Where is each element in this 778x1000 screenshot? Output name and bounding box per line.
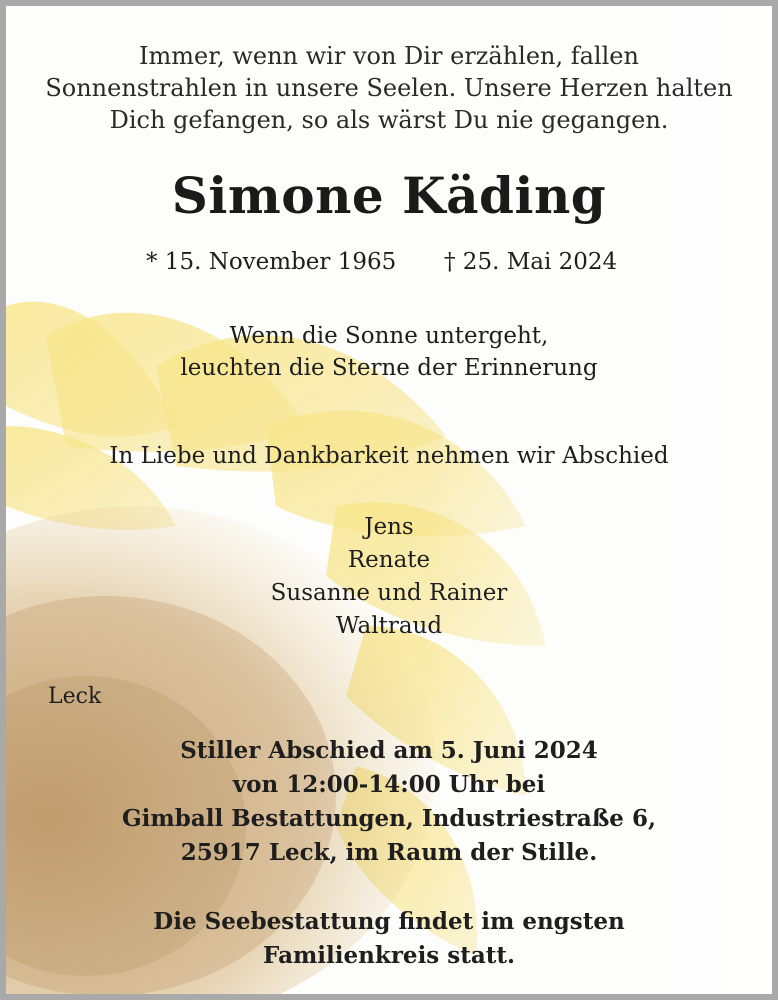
- service-line: von 12:00-14:00 Uhr bei: [232, 771, 546, 798]
- mourners-list: [6, 511, 772, 643]
- verse-line: leuchten die Sterne der Erinnerung: [180, 355, 598, 381]
- service-line: 25917 Leck, im Raum der Stille.: [180, 839, 598, 866]
- memorial-verse: [6, 320, 772, 384]
- sea-burial-note: [6, 905, 772, 973]
- sea-burial-line: Die Seebestattung findet im engsten: [153, 908, 625, 935]
- sea-burial-line: Familienkreis statt.: [263, 942, 515, 969]
- poem-line: Sonnenstrahlen in unsere Seelen. Unsere Herzen halten: [45, 74, 733, 102]
- service-details: [6, 734, 772, 870]
- farewell-line: In Liebe und Dankbarkeit nehmen wir Abschied: [109, 443, 669, 469]
- opening-poem: [6, 40, 772, 136]
- deceased-name: Simone Käding: [171, 166, 607, 225]
- service-line: Gimball Bestattungen, Industriestraße 6,: [122, 805, 656, 832]
- poem-line: Immer, wenn wir von Dir erzählen, fallen: [139, 42, 639, 70]
- verse-line: Wenn die Sonne untergeht,: [229, 323, 549, 349]
- birth-date: * 15. November 1965: [146, 249, 397, 275]
- mourner-name: Jens: [364, 514, 414, 540]
- death-date: † 25. Mai 2024: [444, 249, 618, 275]
- mourner-name: Renate: [347, 547, 431, 573]
- mourner-name: Waltraud: [335, 613, 443, 639]
- mourner-name: Susanne und Rainer: [270, 580, 508, 606]
- place-name: Leck: [48, 684, 102, 709]
- poem-line: Dich gefangen, so als wärst Du nie gegangen.: [109, 106, 669, 134]
- service-line: Stiller Abschied am 5. Juni 2024: [180, 737, 598, 764]
